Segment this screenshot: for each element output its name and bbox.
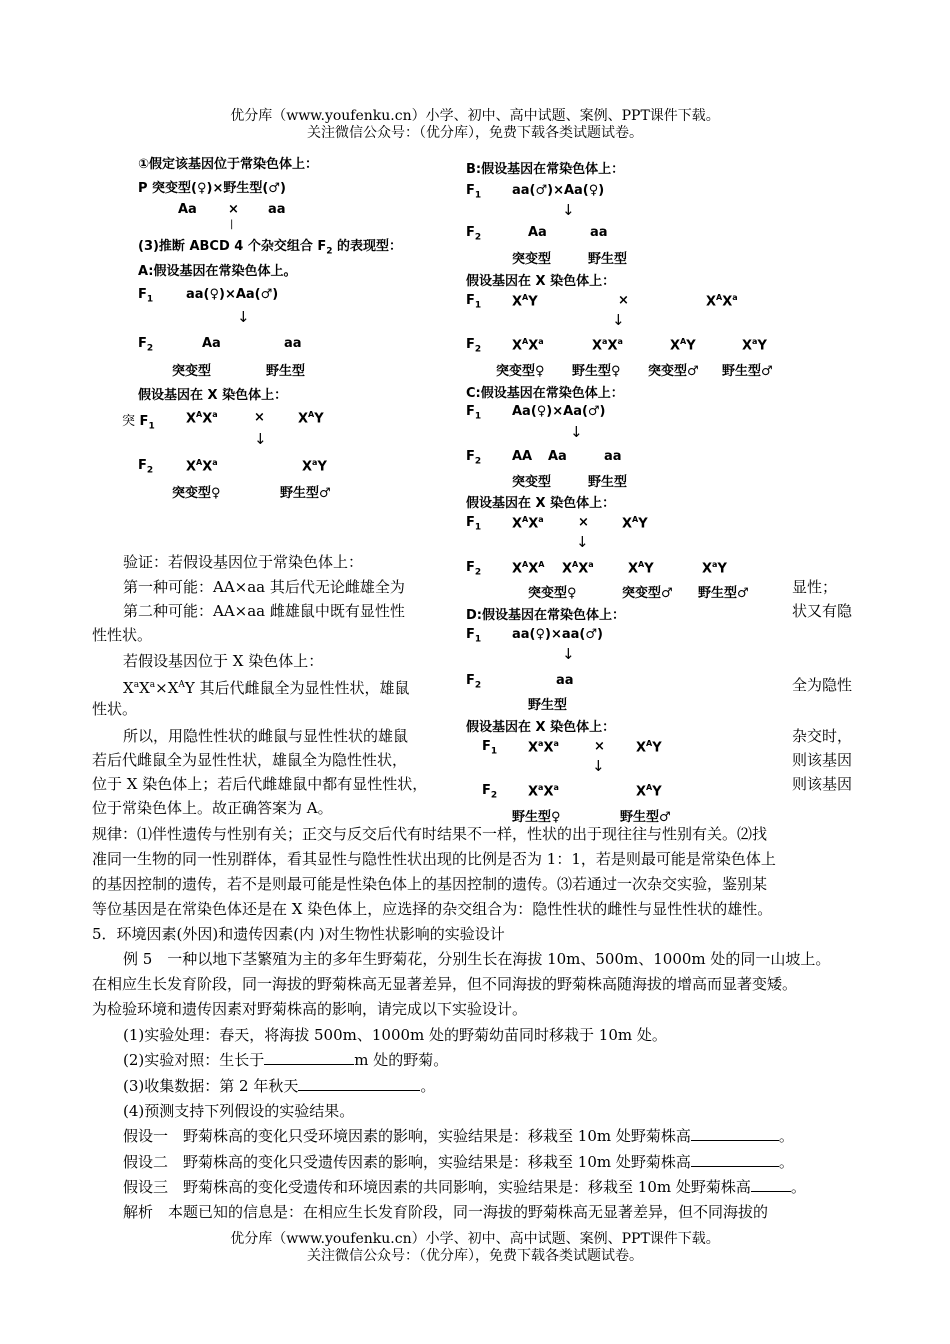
- if-x-line: 若假设基因位于 X 染色体上：: [123, 652, 324, 670]
- fig-left-title-1: ①假定该基因位于常染色体上：: [138, 157, 319, 172]
- fig-left-title-3: (3)推断 ABCD 4 个杂交组合 $F_2$ 的表现型：: [138, 239, 403, 257]
- fig-right-cx-head: 假设基因在 X 染色体上：: [466, 496, 616, 511]
- possibility-2-cont: 性性状。: [92, 626, 153, 644]
- rule-line-3: 的基因控制的遗传，若不是则最可能是性染色体上的基因控制的遗传。⑶若通过一次杂交实验，鉴别某: [92, 875, 768, 893]
- header-line-1: 优分库（www.youfenku.cn）小学、初中、高中试题、案例、PPT课件下载。: [230, 108, 720, 124]
- fig-right-dx-female: $X^aX^a$: [528, 739, 559, 756]
- fig-right-bx-head: 假设基因在 X 染色体上：: [466, 274, 616, 289]
- fig-right-cx-male: $X^AY$: [622, 515, 648, 532]
- fig-right-bx-x: ×: [618, 293, 629, 308]
- fig-right-c-mutant: 突变型: [512, 475, 552, 490]
- rule-line-1: 规律：⑴伴性遗传与性别有关；正交与反交后代有时结果不一样，性状的出于现往往与性别有关。⑵找: [92, 825, 768, 843]
- fig-right-dx-head: 假设基因在 X 染色体上：: [466, 720, 616, 735]
- fig-right-dx-f2: $F_2$: [482, 783, 498, 801]
- fig-right-b-mutant: 突变型: [512, 252, 552, 267]
- fig-right-c-head: C:假设基因在常染色体上：: [466, 386, 624, 401]
- analysis-line: 解析 本题已知的信息是：在相应生长发育阶段，同一海拔的野菊株高无显著差异，但不同海拔的: [123, 1203, 769, 1221]
- answer-blank[interactable]: [751, 1177, 791, 1192]
- header-line-2: 关注微信公众号：（优分库），免费下载各类试题试卷。: [307, 125, 643, 141]
- question-2: (2)实验对照：生长于 m 处的野菊。: [123, 1051, 449, 1069]
- fig-right-c-f2: $F_2$: [466, 449, 482, 467]
- fig-right-c-wild: 野生型: [588, 475, 628, 490]
- arrow-icon: ↓: [237, 308, 250, 326]
- fig-right-bx-l1: 突变型♀: [496, 364, 545, 379]
- fig-right-b-wild: 野生型: [588, 252, 628, 267]
- conclusion-3: 位于 X 染色体上；若后代雌雄鼠中都有显性性状，: [92, 775, 428, 793]
- hypothesis-3: 假设三 野菊株高的变化受遗传和环境因素的共同影响，实验结果是：移栽至 10m 处野菊株高 。: [123, 1178, 806, 1196]
- fig-right-dx-l2: 野生型♂: [620, 810, 671, 825]
- fig-left-ax-head: 假设基因在 X 染色体上：: [138, 388, 288, 403]
- fig-left-ax-f2: $F_2$: [138, 458, 154, 476]
- fig-right-b-head: B:假设基因在常染色体上：: [466, 162, 625, 177]
- fig-right-cx-g2: $X^AX^a$: [562, 560, 594, 577]
- rule-line-2: 准同一生物的同一性别群体，看其显性与隐性性状出现的比例是否为 1：1，若是则最可能是常染色体上: [92, 850, 776, 868]
- fig-right-c-f1: $F_1$: [466, 404, 482, 422]
- fig-right-d-head: D:假设基因在常染色体上：: [466, 608, 625, 623]
- fig-right-cx-f2: $F_2$: [466, 560, 482, 578]
- fig-right-dx-f1: $F_1$: [482, 739, 498, 757]
- fig-right-bx-g3: $X^AY$: [670, 337, 696, 354]
- arrow-icon: ↓: [570, 423, 583, 441]
- section-5-heading: 5．环境因素(外因)和遗传因素(内 )对生物性状影响的实验设计: [92, 925, 505, 943]
- question-4: (4)预测支持下列假设的实验结果。: [123, 1102, 355, 1120]
- xx-cross-cont: 性状。: [92, 700, 138, 718]
- fig-right-bx-g4: $X^aY$: [742, 337, 767, 354]
- fig-left-ax-f1: 突 $F_1$: [122, 414, 155, 432]
- fig-right-c-f2-3: aa: [604, 449, 622, 464]
- fig-left-ax-f2-female: $X^AX^a$: [186, 458, 218, 475]
- footer-line-2: 关注微信公众号：（优分库），免费下载各类试题试卷。: [307, 1248, 643, 1264]
- fig-right-bx-l2: 野生型♀: [572, 364, 621, 379]
- xx-cross-line: $X^aX^a\times X^AY$ 其后代雌鼠全为显性性状，雄鼠: [123, 679, 410, 697]
- fig-left-cross-x: ×: [228, 202, 239, 217]
- fig-left-a-f2-2: aa: [284, 336, 302, 351]
- xx-cross-end: 全为隐性: [792, 676, 853, 694]
- answer-blank[interactable]: [691, 1126, 779, 1141]
- fig-right-d-f1: $F_1$: [466, 627, 482, 645]
- arrow-icon: ↓: [592, 757, 605, 775]
- fig-right-bx-f2: $F_2$: [466, 337, 482, 355]
- answer-blank[interactable]: [264, 1050, 354, 1065]
- fig-right-cx-female: $X^AX^a$: [512, 515, 544, 532]
- arrow-icon: ↓: [562, 645, 575, 663]
- conclusion-4: 位于常染色体上。故正确答案为 A。: [92, 799, 333, 817]
- fig-right-bx-f1: $F_1$: [466, 293, 482, 311]
- rule-line-4: 等位基因是在常染色体还是在 X 染色体上，应选择的杂交组合为：隐性性状的雌性与显性性状的雄性。: [92, 900, 773, 918]
- fig-left-ax-f1-male: $X^AY$: [298, 410, 324, 427]
- fig-left-ax-f1-female: $X^AX^a$: [186, 410, 218, 427]
- conclusion-1: 所以，用隐性性状的雌鼠与显性性状的雄鼠: [123, 727, 409, 745]
- answer-blank[interactable]: [298, 1076, 420, 1091]
- fig-left-ax-l2: 野生型♂: [280, 486, 331, 501]
- fig-right-dx-g1: $X^aX^a$: [528, 783, 559, 800]
- fig-left-ax-x: ×: [254, 410, 265, 425]
- fig-right-b-f2-2: aa: [590, 225, 608, 240]
- answer-blank[interactable]: [691, 1152, 779, 1167]
- fig-right-cx-l3: 野生型♂: [698, 586, 749, 601]
- conclusion-3-end: 则该基因: [792, 775, 853, 793]
- fig-right-d-f2: $F_2$: [466, 673, 482, 691]
- fig-right-bx-g2: $X^aX^a$: [592, 337, 623, 354]
- fig-left-a-f2: $F_2$: [138, 336, 154, 354]
- fig-left-aa2: aa: [268, 202, 286, 217]
- verify-line: 验证：若假设基因位于常染色体上：: [123, 553, 364, 571]
- fig-left-ax-f2-male: $X^aY$: [302, 458, 327, 475]
- example-line-1: 例 5 一种以地下茎繁殖为主的多年生野菊花，分别生长在海拔 10m、500m、1000m 处的同一山坡上。: [123, 950, 831, 968]
- question-3: (3)收集数据：第 2 年秋天 。: [123, 1077, 436, 1095]
- fig-right-b-f2-1: Aa: [528, 225, 547, 240]
- fig-left-tick: |: [230, 219, 234, 230]
- fig-right-d-f2-1: aa: [556, 673, 574, 688]
- fig-right-c-f2-1: AA: [512, 449, 533, 464]
- fig-right-bx-female: $X^AX^a$: [706, 293, 738, 310]
- fig-right-cx-g1: $X^AX^A$: [512, 560, 545, 577]
- fig-left-a-head: A:假设基因在常染色体上。: [138, 264, 297, 279]
- conclusion-2: 若后代雌鼠全为显性性状，雄鼠全为隐性性状，: [92, 751, 408, 769]
- fig-right-c-f2-2: Aa: [548, 449, 567, 464]
- fig-right-c-cross: Aa(♀)×Aa(♂): [512, 404, 606, 419]
- fig-right-cx-x: ×: [578, 515, 589, 530]
- possibility-1-end: 显性；: [792, 578, 838, 596]
- fig-right-dx-l1: 野生型♀: [512, 810, 561, 825]
- fig-right-cx-g3: $X^AY$: [628, 560, 654, 577]
- example-line-2: 在相应生长发育阶段，同一海拔的野菊株高无显著差异，但不同海拔的野菊株高随海拔的增高而显著变矮。: [92, 975, 798, 993]
- arrow-icon: ↓: [562, 201, 575, 219]
- example-line-3: 为检验环境和遗传因素对野菊株高的影响，请完成以下实验设计。: [92, 1000, 528, 1018]
- fig-right-bx-l4: 野生型♂: [722, 364, 773, 379]
- fig-right-dx-male: $X^AY$: [636, 739, 662, 756]
- possibility-1: 第一种可能：AA×aa 其后代无论雌雄全为: [123, 578, 405, 596]
- fig-right-bx-g1: $X^AX^a$: [512, 337, 544, 354]
- fig-right-b-f2: $F_2$: [466, 225, 482, 243]
- fig-right-cx-l1: 突变型♀: [528, 586, 577, 601]
- fig-left-a-f2-1: Aa: [202, 336, 221, 351]
- fig-right-cx-g4: $X^aY$: [702, 560, 727, 577]
- fig-right-dx-x: ×: [594, 739, 605, 754]
- fig-right-d-wild: 野生型: [528, 698, 568, 713]
- fig-right-dx-g2: $X^AY$: [636, 783, 662, 800]
- arrow-icon: ↓: [254, 430, 267, 448]
- hypothesis-2: 假设二 野菊株高的变化只受遗传因素的影响，实验结果是：移栽至 10m 处野菊株高 。: [123, 1153, 794, 1171]
- question-1: (1)实验处理：春天，将海拔 500m、1000m 处的野菊幼苗同时移栽于 10m 处。: [123, 1026, 667, 1044]
- fig-right-d-cross: aa(♀)×aa(♂): [512, 627, 603, 642]
- hypothesis-1: 假设一 野菊株高的变化只受环境因素的影响，实验结果是：移栽至 10m 处野菊株高 。: [123, 1127, 794, 1145]
- possibility-2-end: 状又有隐: [792, 602, 853, 620]
- arrow-icon: ↓: [612, 311, 625, 329]
- arrow-icon: ↓: [576, 533, 589, 551]
- fig-left-a-f1: $F_1$: [138, 287, 154, 305]
- fig-left-ax-l1: 突变型♀: [172, 486, 221, 501]
- fig-left-a-cross: aa(♀)×Aa(♂): [186, 287, 279, 302]
- footer-line-1: 优分库（www.youfenku.cn）小学、初中、高中试题、案例、PPT课件下载。: [230, 1231, 720, 1247]
- fig-left-a-wild: 野生型: [266, 364, 306, 379]
- fig-right-b-cross: aa(♂)×Aa(♀): [512, 183, 605, 198]
- conclusion-1-end: 杂交时，: [792, 727, 853, 745]
- fig-right-bx-male: $X^AY$: [512, 293, 538, 310]
- fig-right-cx-l2: 突变型♂: [622, 586, 673, 601]
- fig-right-b-f1: $F_1$: [466, 183, 482, 201]
- fig-right-bx-l3: 突变型♂: [648, 364, 699, 379]
- fig-left-aa1: Aa: [178, 202, 197, 217]
- fig-left-a-mutant: 突变型: [172, 364, 212, 379]
- conclusion-2-end: 则该基因: [792, 751, 853, 769]
- fig-left-p-cross: P 突变型(♀)×野生型(♂): [138, 181, 286, 196]
- fig-right-cx-f1: $F_1$: [466, 515, 482, 533]
- possibility-2: 第二种可能：AA×aa 雌雄鼠中既有显性性: [123, 602, 405, 620]
